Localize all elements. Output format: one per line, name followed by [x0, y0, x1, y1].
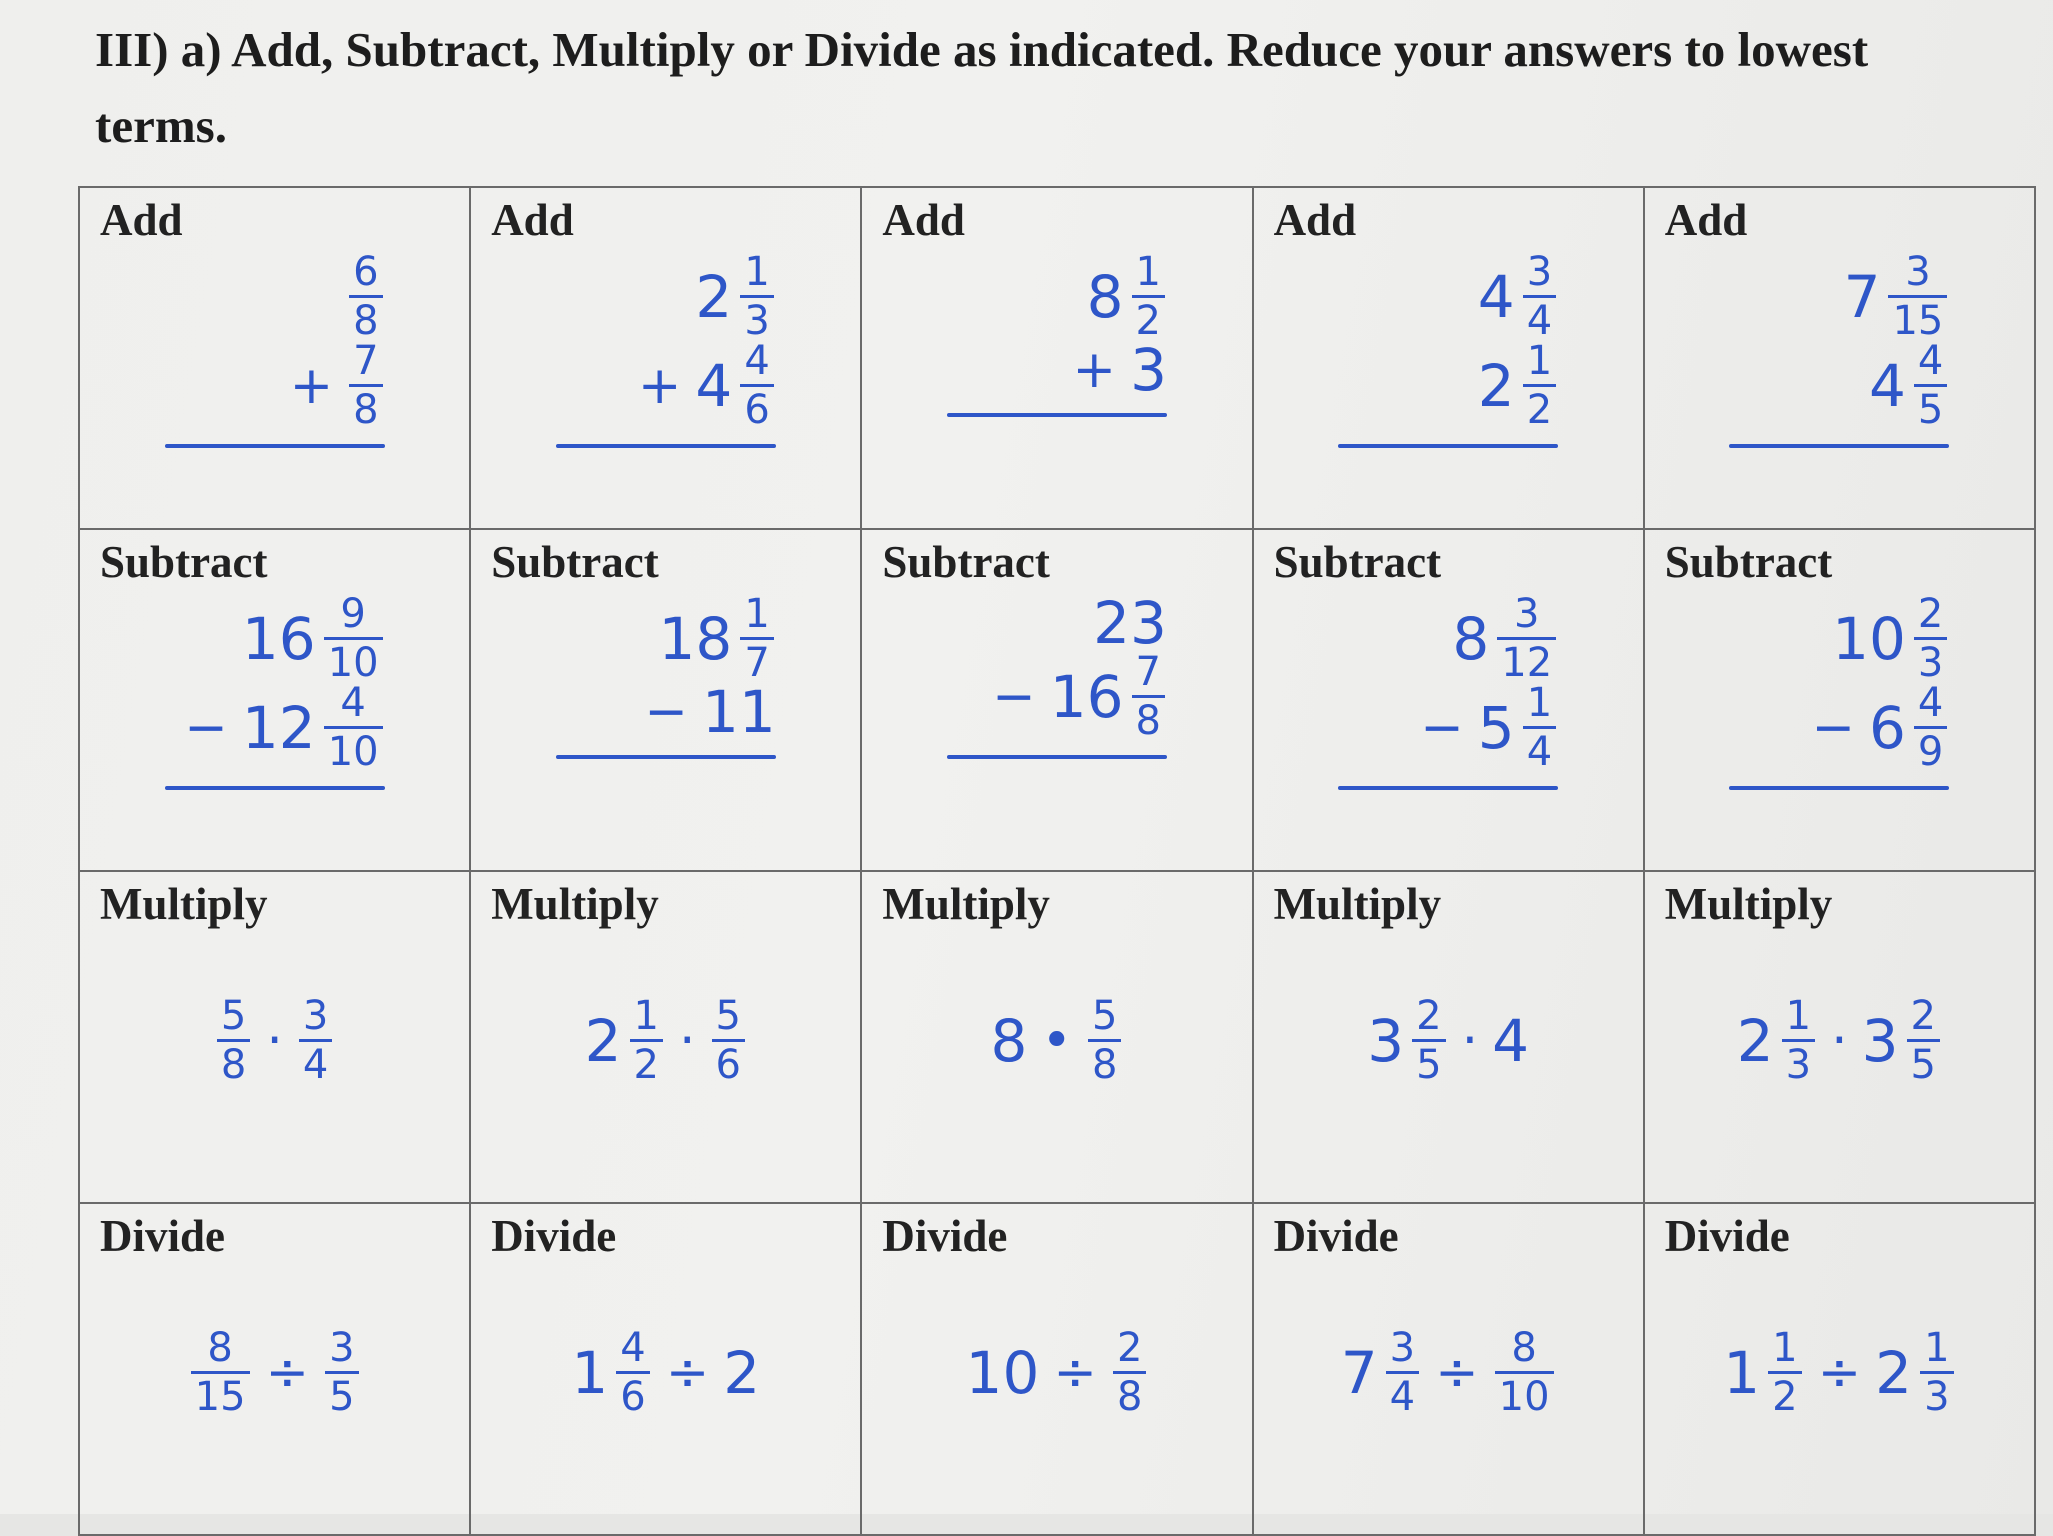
top-operand-denominator: 8: [353, 298, 379, 344]
subtract-label: Subtract: [491, 537, 659, 587]
operator-sign: ÷: [1053, 1342, 1097, 1403]
top-operand-number: [695, 249, 775, 344]
first-operand-whole: 2: [1736, 1006, 1774, 1075]
bottom-operand-row: [1811, 680, 1949, 775]
first-operand-number: [584, 993, 665, 1088]
first-operand-fraction: [630, 993, 663, 1088]
bottom-operand-denominator: 8: [1135, 698, 1161, 744]
second-operand-whole: 2: [723, 1338, 761, 1407]
top-operand-number: [1477, 249, 1558, 344]
second-operand-numerator: 2: [1116, 1325, 1143, 1371]
divide-row: [79, 1203, 2035, 1535]
answer-line: [1338, 786, 1558, 790]
bottom-operand-fraction: [1523, 680, 1556, 775]
top-operand-denominator: 10: [327, 640, 379, 686]
inline-expression: [1340, 1325, 1556, 1420]
vertical-problem: [165, 591, 385, 790]
subtract-label: Subtract: [100, 537, 268, 587]
bottom-operand-number: [1477, 338, 1558, 433]
operator-sign: −: [992, 666, 1036, 727]
add-label: Add: [100, 195, 183, 245]
second-operand-numerator: 2: [1910, 993, 1936, 1039]
problem-grid: [78, 186, 2036, 1536]
multiply-label: Multiply: [100, 879, 268, 929]
divide-problem-3: [862, 1268, 1251, 1420]
top-operand-whole: 8: [1452, 604, 1490, 673]
multiply-cell-2: [470, 871, 861, 1203]
vertical-problem: [1338, 249, 1558, 448]
add-problem-2: [471, 249, 860, 448]
top-operand-number: [1086, 249, 1167, 344]
add-problem-5: [1645, 249, 2034, 448]
top-operand-numerator: 3: [1526, 249, 1553, 295]
subtract-cell-2: [470, 529, 861, 871]
inline-expression: [965, 1325, 1149, 1420]
multiply-label: Multiply: [1664, 879, 1833, 929]
first-operand-numerator: 5: [220, 993, 247, 1039]
answer-line: [556, 755, 776, 759]
second-operand-whole: 2: [1875, 1338, 1913, 1407]
bottom-operand-numerator: 7: [1135, 649, 1161, 695]
multiply-row: [79, 871, 2035, 1203]
top-operand-whole: 7: [1843, 262, 1881, 331]
operator-sign: +: [289, 355, 334, 416]
bottom-operand-denominator: 5: [1917, 387, 1944, 433]
add-cell-1: [79, 187, 470, 529]
second-operand-denominator: 8: [1116, 1374, 1143, 1420]
operator-sign: −: [184, 697, 228, 758]
top-operand-fraction: [740, 591, 773, 686]
top-operand-numerator: 1: [744, 249, 770, 295]
first-operand-number: [1736, 993, 1817, 1088]
operator-sign: ·: [1831, 1010, 1848, 1071]
answer-line: [165, 444, 385, 448]
subtract-cell-1: [79, 529, 470, 871]
second-operand-denominator: 3: [1924, 1374, 1950, 1420]
subtract-label: Subtract: [1273, 537, 1442, 587]
top-operand-denominator: 2: [1135, 298, 1161, 344]
second-operand-number: [323, 1325, 360, 1420]
first-operand-denominator: 2: [1772, 1374, 1798, 1420]
operator-sign: ÷: [1435, 1342, 1479, 1403]
inline-expression: [1367, 993, 1530, 1088]
top-operand-numerator: 3: [1905, 249, 1931, 295]
bottom-operand-numerator: 1: [1526, 338, 1553, 384]
first-operand-numerator: 1: [633, 993, 659, 1039]
inline-expression: [215, 993, 334, 1088]
multiply-cell-5: [1644, 871, 2035, 1203]
first-operand-denominator: 4: [1389, 1374, 1416, 1420]
vertical-problem: [1729, 249, 1949, 448]
divide-cell-4: [1253, 1203, 1644, 1535]
bottom-operand-fraction: [1914, 338, 1947, 433]
bottom-operand-denominator: 6: [744, 387, 770, 433]
divide-problem-2: [471, 1268, 860, 1420]
second-operand-number: [1492, 1006, 1530, 1075]
bottom-operand-row: [1869, 338, 1949, 433]
bottom-operand-number: [347, 338, 384, 433]
subtract-problem-2: [471, 591, 860, 759]
first-operand-numerator: 2: [1416, 993, 1442, 1039]
multiply-cell-1: [79, 871, 470, 1203]
first-operand-number: [1723, 1325, 1803, 1420]
top-operand-whole: 23: [1093, 589, 1167, 657]
inline-expression: [571, 1325, 761, 1420]
bottom-operand-numerator: 7: [353, 338, 379, 384]
second-operand-denominator: 5: [1910, 1042, 1936, 1088]
top-operand-fraction: [740, 249, 773, 344]
first-operand-denominator: 2: [633, 1042, 659, 1088]
second-operand-number: [297, 993, 334, 1088]
second-operand-denominator: 6: [715, 1042, 741, 1088]
first-operand-fraction: [1768, 1325, 1801, 1420]
answer-line: [1338, 444, 1558, 448]
second-operand-number: [1875, 1325, 1955, 1420]
add-problem-3: [862, 249, 1251, 417]
divide-problem-5: [1645, 1268, 2034, 1420]
second-operand-denominator: 10: [1498, 1374, 1550, 1420]
add-label: Add: [491, 195, 574, 245]
divide-label: Divide: [491, 1211, 617, 1261]
operator-sign: ÷: [665, 1342, 710, 1403]
bottom-operand-fraction: [1914, 680, 1947, 775]
operator-sign: +: [1072, 340, 1117, 400]
bottom-operand-number: [1130, 336, 1167, 404]
second-operand-whole: 3: [1861, 1006, 1899, 1075]
bottom-operand-fraction: [740, 338, 773, 433]
bottom-operand-number: [1869, 680, 1949, 775]
top-operand-whole: 10: [1832, 604, 1906, 673]
bottom-operand-whole: 12: [241, 693, 316, 762]
add-cell-2: [470, 187, 861, 529]
top-operand-denominator: 4: [1526, 298, 1553, 344]
second-operand-numerator: 5: [1092, 993, 1118, 1039]
first-operand-number: [1340, 1325, 1421, 1420]
second-operand-denominator: 4: [302, 1042, 329, 1088]
top-operand-fraction: [1914, 591, 1947, 686]
second-operand-number: [710, 993, 747, 1088]
divide-label: Divide: [882, 1211, 1008, 1261]
multiply-problem-4: [1254, 936, 1643, 1088]
bottom-operand-numerator: 4: [1917, 680, 1944, 726]
second-operand-fraction: [299, 993, 332, 1088]
bottom-operand-denominator: 2: [1526, 387, 1553, 433]
add-problem-4: [1254, 249, 1643, 448]
subtract-problem-5: [1645, 591, 2034, 790]
top-operand-whole: 18: [658, 604, 733, 673]
bottom-operand-numerator: 4: [1917, 338, 1944, 384]
bottom-operand-row: [637, 338, 776, 433]
bottom-operand-denominator: 8: [353, 387, 379, 433]
first-operand-number: [1367, 993, 1447, 1088]
divide-problem-1: [80, 1268, 469, 1420]
first-operand-whole: 2: [584, 1006, 622, 1075]
bottom-operand-number: [241, 680, 385, 775]
divide-cell-2: [470, 1203, 861, 1535]
bottom-operand-whole: 3: [1130, 336, 1167, 404]
subtract-cell-5: [1644, 529, 2035, 871]
bottom-operand-denominator: 9: [1917, 729, 1944, 775]
bottom-operand-number: [1869, 338, 1949, 433]
first-operand-number: [189, 1325, 252, 1420]
first-operand-numerator: 8: [207, 1325, 233, 1371]
inline-expression: [1723, 1325, 1955, 1420]
divide-cell-3: [861, 1203, 1252, 1535]
first-operand-number: [965, 1338, 1040, 1407]
top-operand-numerator: 3: [1513, 591, 1540, 637]
first-operand-number: [990, 1006, 1028, 1075]
top-operand-number: [1452, 591, 1558, 686]
top-operand-denominator: 3: [1917, 640, 1944, 686]
instructions-line-2: terms.: [95, 98, 227, 153]
second-operand-fraction: [1088, 993, 1121, 1088]
multiply-problem-5: [1645, 936, 2034, 1088]
second-operand-fraction: [1920, 1325, 1953, 1420]
second-operand-numerator: 3: [302, 993, 329, 1039]
bottom-operand-row: [1420, 680, 1558, 775]
operator-sign: ·: [1461, 1010, 1479, 1071]
top-operand-numerator: 1: [744, 591, 770, 637]
first-operand-denominator: 3: [1785, 1042, 1812, 1088]
add-row: [79, 187, 2035, 529]
bottom-operand-number: [701, 678, 776, 746]
second-operand-numerator: 3: [329, 1325, 355, 1371]
vertical-problem: [947, 589, 1167, 759]
first-operand-denominator: 6: [620, 1374, 646, 1420]
top-operand-whole: 16: [241, 604, 316, 673]
bottom-operand-whole: 6: [1869, 693, 1906, 762]
operator-sign: ·: [266, 1010, 283, 1071]
first-operand-numerator: 1: [1772, 1325, 1798, 1371]
multiply-problem-3: [862, 936, 1251, 1088]
first-operand-whole: 3: [1367, 1006, 1405, 1075]
second-operand-number: [723, 1338, 761, 1407]
second-operand-number: [1111, 1325, 1148, 1420]
subtract-row: [79, 529, 2035, 871]
vertical-problem: [556, 591, 776, 759]
top-operand-number: [347, 249, 384, 344]
operator-sign: ÷: [1817, 1342, 1862, 1403]
top-operand-fraction: [1888, 249, 1947, 344]
bottom-operand-whole: 4: [1869, 351, 1906, 420]
top-operand-whole: 4: [1477, 262, 1515, 331]
add-cell-4: [1253, 187, 1644, 529]
vertical-problem: [1338, 591, 1558, 790]
top-operand-fraction: [1523, 249, 1556, 344]
first-operand-denominator: 5: [1416, 1042, 1442, 1088]
first-operand-denominator: 15: [194, 1374, 246, 1420]
first-operand-fraction: [217, 993, 250, 1088]
vertical-problem: [947, 249, 1167, 417]
multiply-problem-2: [471, 936, 860, 1088]
first-operand-numerator: 4: [620, 1325, 646, 1371]
first-operand-whole: 8: [990, 1006, 1028, 1075]
first-operand-denominator: 8: [220, 1042, 247, 1088]
subtract-label: Subtract: [1664, 537, 1833, 587]
operator-sign: −: [644, 682, 688, 742]
bottom-operand-number: [695, 338, 775, 433]
multiply-label: Multiply: [882, 879, 1050, 929]
add-label: Add: [882, 195, 965, 245]
top-operand-denominator: 12: [1501, 640, 1553, 686]
top-operand-whole: 8: [1086, 262, 1124, 331]
divide-cell-5: [1644, 1203, 2035, 1535]
second-operand-denominator: 5: [329, 1374, 355, 1420]
top-operand-whole: 2: [695, 262, 733, 331]
second-operand-number: [1086, 993, 1123, 1088]
first-operand-whole: 7: [1340, 1338, 1378, 1407]
answer-line: [1729, 786, 1949, 790]
subtract-problem-3: [862, 589, 1251, 759]
operator-sign: ·: [678, 1010, 696, 1071]
inline-expression: [584, 993, 747, 1088]
top-operand-fraction: [349, 249, 382, 344]
instructions-heading: [95, 12, 1995, 164]
operator-sign: −: [1811, 697, 1856, 758]
answer-line: [1729, 444, 1949, 448]
bottom-operand-whole: 2: [1477, 351, 1515, 420]
top-operand-number: [241, 591, 385, 686]
bottom-operand-row: [1477, 338, 1558, 433]
operator-sign: •: [1041, 1010, 1073, 1071]
top-operand-denominator: 15: [1892, 298, 1944, 344]
vertical-problem: [165, 249, 385, 448]
second-operand-fraction: [1907, 993, 1940, 1088]
answer-line: [165, 786, 385, 790]
vertical-problem: [556, 249, 776, 448]
first-operand-fraction: [191, 1325, 250, 1420]
first-operand-number: [571, 1325, 651, 1420]
first-operand-numerator: 3: [1389, 1325, 1416, 1371]
inline-expression: [990, 993, 1123, 1088]
top-operand-number: [1832, 591, 1949, 686]
first-operand-fraction: [1386, 1325, 1419, 1420]
top-operand-number: [1093, 589, 1167, 657]
divide-cell-1: [79, 1203, 470, 1535]
top-operand-fraction: [324, 591, 383, 686]
top-operand-fraction: [1497, 591, 1556, 686]
bottom-operand-numerator: 1: [1526, 680, 1553, 726]
inline-expression: [1736, 993, 1942, 1088]
operator-sign: +: [637, 355, 682, 416]
bottom-operand-whole: 5: [1477, 693, 1515, 762]
bottom-operand-row: [184, 680, 384, 775]
top-operand-number: [658, 591, 776, 686]
subtract-problem-1: [80, 591, 469, 790]
bottom-operand-whole: 16: [1049, 662, 1124, 731]
first-operand-fraction: [616, 1325, 649, 1420]
bottom-operand-denominator: 10: [327, 729, 379, 775]
answer-line: [947, 755, 1167, 759]
divide-label: Divide: [1664, 1211, 1790, 1261]
bottom-operand-row: [644, 678, 776, 746]
first-operand-number: [215, 993, 252, 1088]
second-operand-number: [1493, 1325, 1556, 1420]
bottom-operand-whole: 4: [695, 351, 733, 420]
add-cell-3: [861, 187, 1252, 529]
vertical-problem: [1729, 591, 1949, 790]
bottom-operand-fraction: [1523, 338, 1556, 433]
second-operand-denominator: 8: [1092, 1042, 1118, 1088]
multiply-cell-4: [1253, 871, 1644, 1203]
bottom-operand-row: [289, 338, 385, 433]
top-operand-denominator: 7: [744, 640, 770, 686]
divide-label: Divide: [1273, 1211, 1399, 1261]
top-operand-numerator: 6: [353, 249, 379, 295]
bottom-operand-fraction: [349, 338, 382, 433]
instructions-line-1: III) a) Add, Subtract, Multiply or Divide as indicated. Reduce your answers to lowest: [95, 22, 1869, 77]
bottom-operand-row: [992, 649, 1167, 744]
bottom-operand-whole: 11: [701, 678, 776, 746]
bottom-operand-row: [1072, 336, 1167, 404]
second-operand-numerator: 1: [1924, 1325, 1950, 1371]
add-label: Add: [1664, 195, 1748, 245]
answer-line: [556, 444, 776, 448]
multiply-cell-3: [861, 871, 1252, 1203]
second-operand-fraction: [1113, 1325, 1146, 1420]
bottom-operand-numerator: 4: [340, 680, 366, 726]
multiply-problem-1: [80, 936, 469, 1088]
second-operand-numerator: 5: [715, 993, 741, 1039]
add-cell-5: [1644, 187, 2035, 529]
inline-expression: [189, 1325, 361, 1420]
second-operand-numerator: 8: [1511, 1325, 1537, 1371]
bottom-operand-number: [1049, 649, 1167, 744]
subtract-problem-4: [1254, 591, 1643, 790]
first-operand-whole: 1: [1723, 1338, 1761, 1407]
top-operand-numerator: 2: [1917, 591, 1944, 637]
divide-problem-4: [1254, 1268, 1643, 1420]
second-operand-fraction: [1495, 1325, 1554, 1420]
operator-sign: −: [1420, 697, 1464, 758]
first-operand-whole: 1: [571, 1338, 609, 1407]
top-operand-denominator: 3: [744, 298, 770, 344]
bottom-operand-numerator: 4: [744, 338, 770, 384]
bottom-operand-number: [1477, 680, 1558, 775]
first-operand-numerator: 1: [1785, 993, 1812, 1039]
bottom-operand-denominator: 4: [1526, 729, 1553, 775]
bottom-operand-fraction: [1132, 649, 1165, 744]
first-operand-fraction: [1782, 993, 1815, 1088]
answer-line: [947, 413, 1167, 417]
first-operand-whole: 10: [965, 1338, 1040, 1407]
divide-label: Divide: [100, 1211, 226, 1261]
first-operand-fraction: [1412, 993, 1445, 1088]
top-operand-numerator: 1: [1135, 249, 1161, 295]
top-operand-fraction: [1132, 249, 1165, 344]
top-operand-numerator: 9: [340, 591, 366, 637]
second-operand-number: [1861, 993, 1942, 1088]
second-operand-whole: 4: [1492, 1006, 1530, 1075]
top-operand-number: [1843, 249, 1950, 344]
second-operand-fraction: [712, 993, 745, 1088]
operator-sign: ÷: [265, 1342, 310, 1403]
add-label: Add: [1273, 195, 1357, 245]
subtract-cell-3: [861, 529, 1252, 871]
subtract-cell-4: [1253, 529, 1644, 871]
multiply-label: Multiply: [1273, 879, 1442, 929]
second-operand-fraction: [325, 1325, 358, 1420]
multiply-label: Multiply: [491, 879, 659, 929]
bottom-operand-fraction: [324, 680, 383, 775]
add-problem-1: [80, 249, 469, 448]
subtract-label: Subtract: [882, 537, 1050, 587]
